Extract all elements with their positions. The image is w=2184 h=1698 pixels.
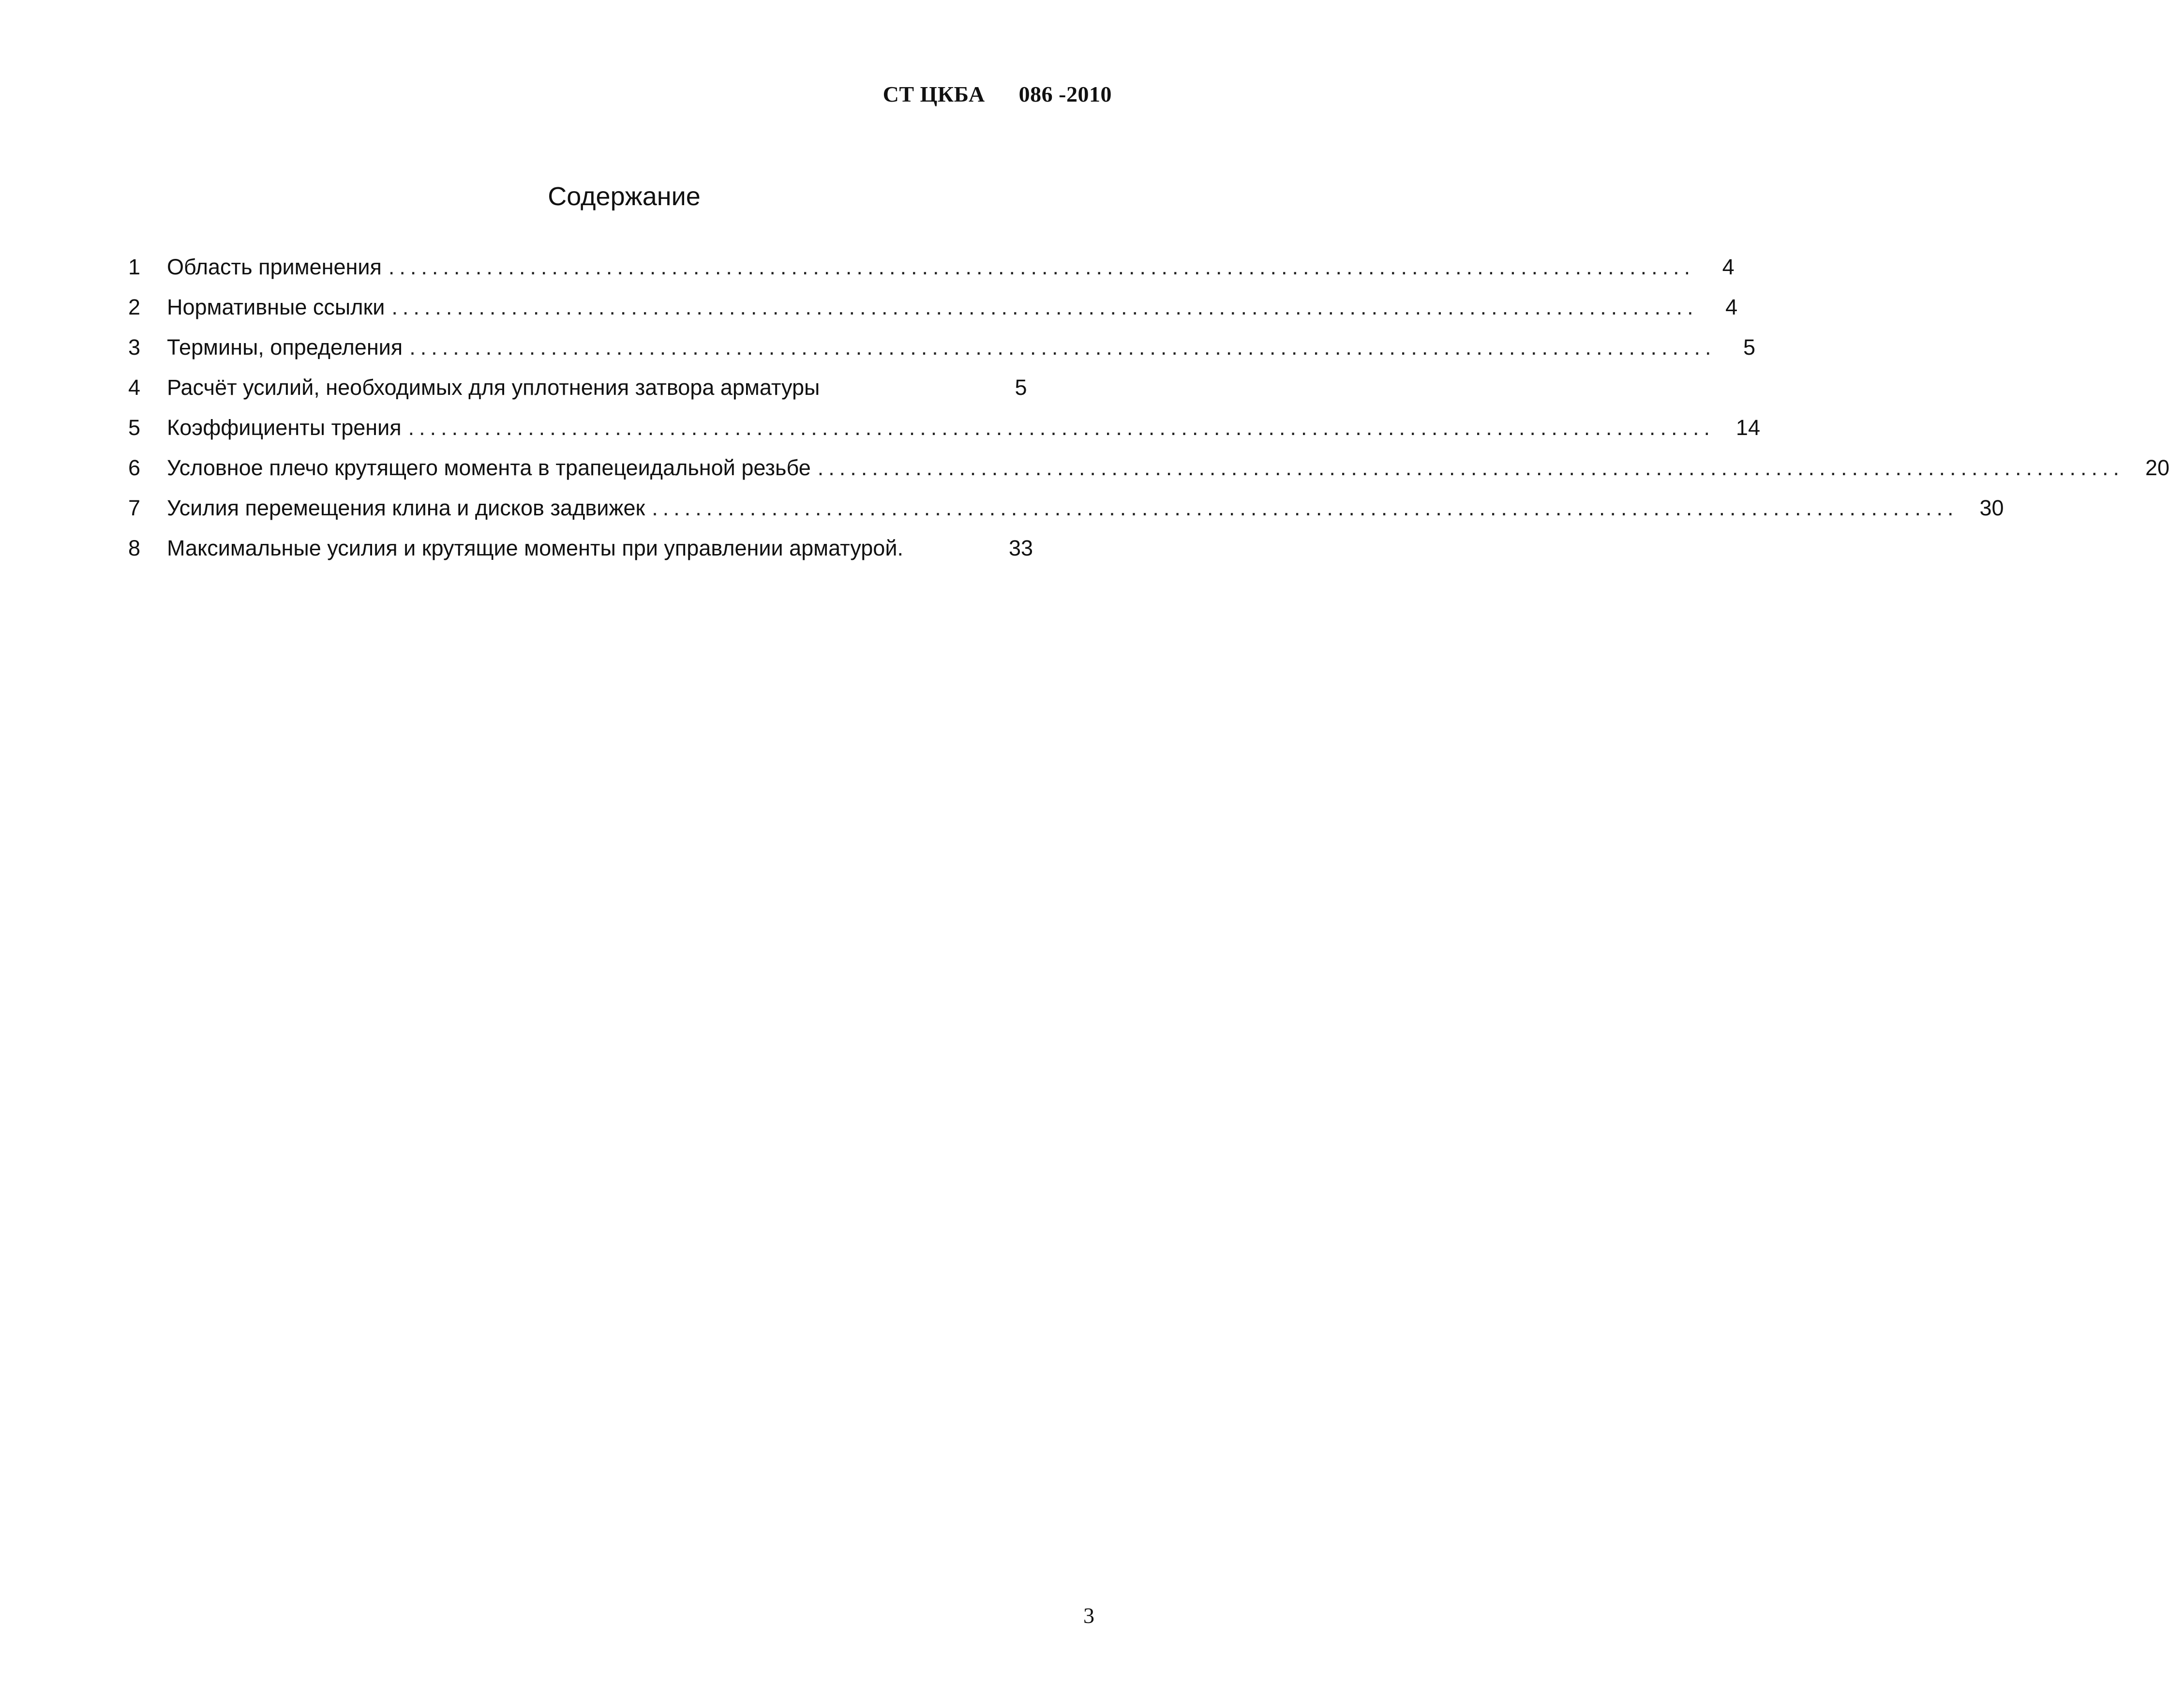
toc-item-title: Усилия перемещения клина и дисков задвижек — [167, 495, 645, 520]
toc-item-page: 4 — [1725, 294, 1738, 319]
toc-title: Содержание — [548, 182, 701, 211]
toc-dot-leader: ........................................................................................................................ — [388, 254, 1695, 279]
toc-item-title: Условное плечо крутящего момента в трапецеидальной резьбе — [167, 455, 811, 480]
toc-item-page: 20 — [2145, 455, 2170, 480]
toc-item-page: 14 — [1735, 415, 1760, 440]
toc-dot-leader: ........................................................................................................................ — [408, 415, 1715, 440]
toc-item[interactable] — [128, 367, 1047, 407]
toc-item-page: 30 — [1979, 495, 2004, 520]
toc-item-number: 7 — [128, 495, 141, 520]
toc-dot-leader: ........................................................................................................................ — [391, 294, 1698, 319]
toc-item-number: 6 — [128, 455, 141, 480]
toc-item-page: 5 — [1015, 375, 1027, 400]
document-number: 086 -2010 — [1018, 82, 1112, 106]
toc-item-number: 8 — [128, 535, 141, 560]
toc-item-number: 1 — [128, 254, 141, 279]
toc-item-page: 33 — [1008, 535, 1033, 560]
toc-item[interactable] — [128, 448, 2170, 488]
toc-item[interactable] — [128, 488, 2004, 528]
toc-item[interactable] — [128, 247, 1735, 287]
document-org: СТ ЦКБА — [883, 82, 985, 106]
toc-item-title: Расчёт усилий, необходимых для уплотнения затвора арматуры — [167, 375, 820, 400]
toc-item-number: 3 — [128, 334, 141, 360]
toc-item[interactable] — [128, 287, 1738, 327]
toc-item[interactable] — [128, 528, 1047, 568]
toc-item-title: Максимальные усилия и крутящие моменты при управлении арматурой. — [167, 535, 903, 560]
toc-dot-leader: ........................................................................................................................ — [409, 334, 1716, 360]
toc-item-title: Термины, определения — [167, 334, 403, 360]
toc-item-page: 4 — [1722, 254, 1735, 279]
toc-item-number: 4 — [128, 375, 141, 400]
toc-item-title: Нормативные ссылки — [167, 294, 385, 319]
toc-dot-leader: ........................................................................................................................ — [817, 455, 2124, 480]
toc-item[interactable] — [128, 407, 1760, 448]
toc-item-number: 5 — [128, 415, 141, 440]
toc-item-title: Область применения — [167, 254, 382, 279]
toc-item-title: Коэффициенты трения — [167, 415, 402, 440]
toc-item[interactable] — [128, 327, 1755, 367]
table-of-contents — [128, 247, 2170, 568]
toc-item-page: 5 — [1743, 334, 1755, 360]
toc-dot-leader: ........................................................................................................................ — [652, 495, 1959, 520]
toc-item-number: 2 — [128, 294, 141, 319]
page-number: 3 — [1083, 1603, 1094, 1628]
document-code — [883, 81, 1112, 107]
